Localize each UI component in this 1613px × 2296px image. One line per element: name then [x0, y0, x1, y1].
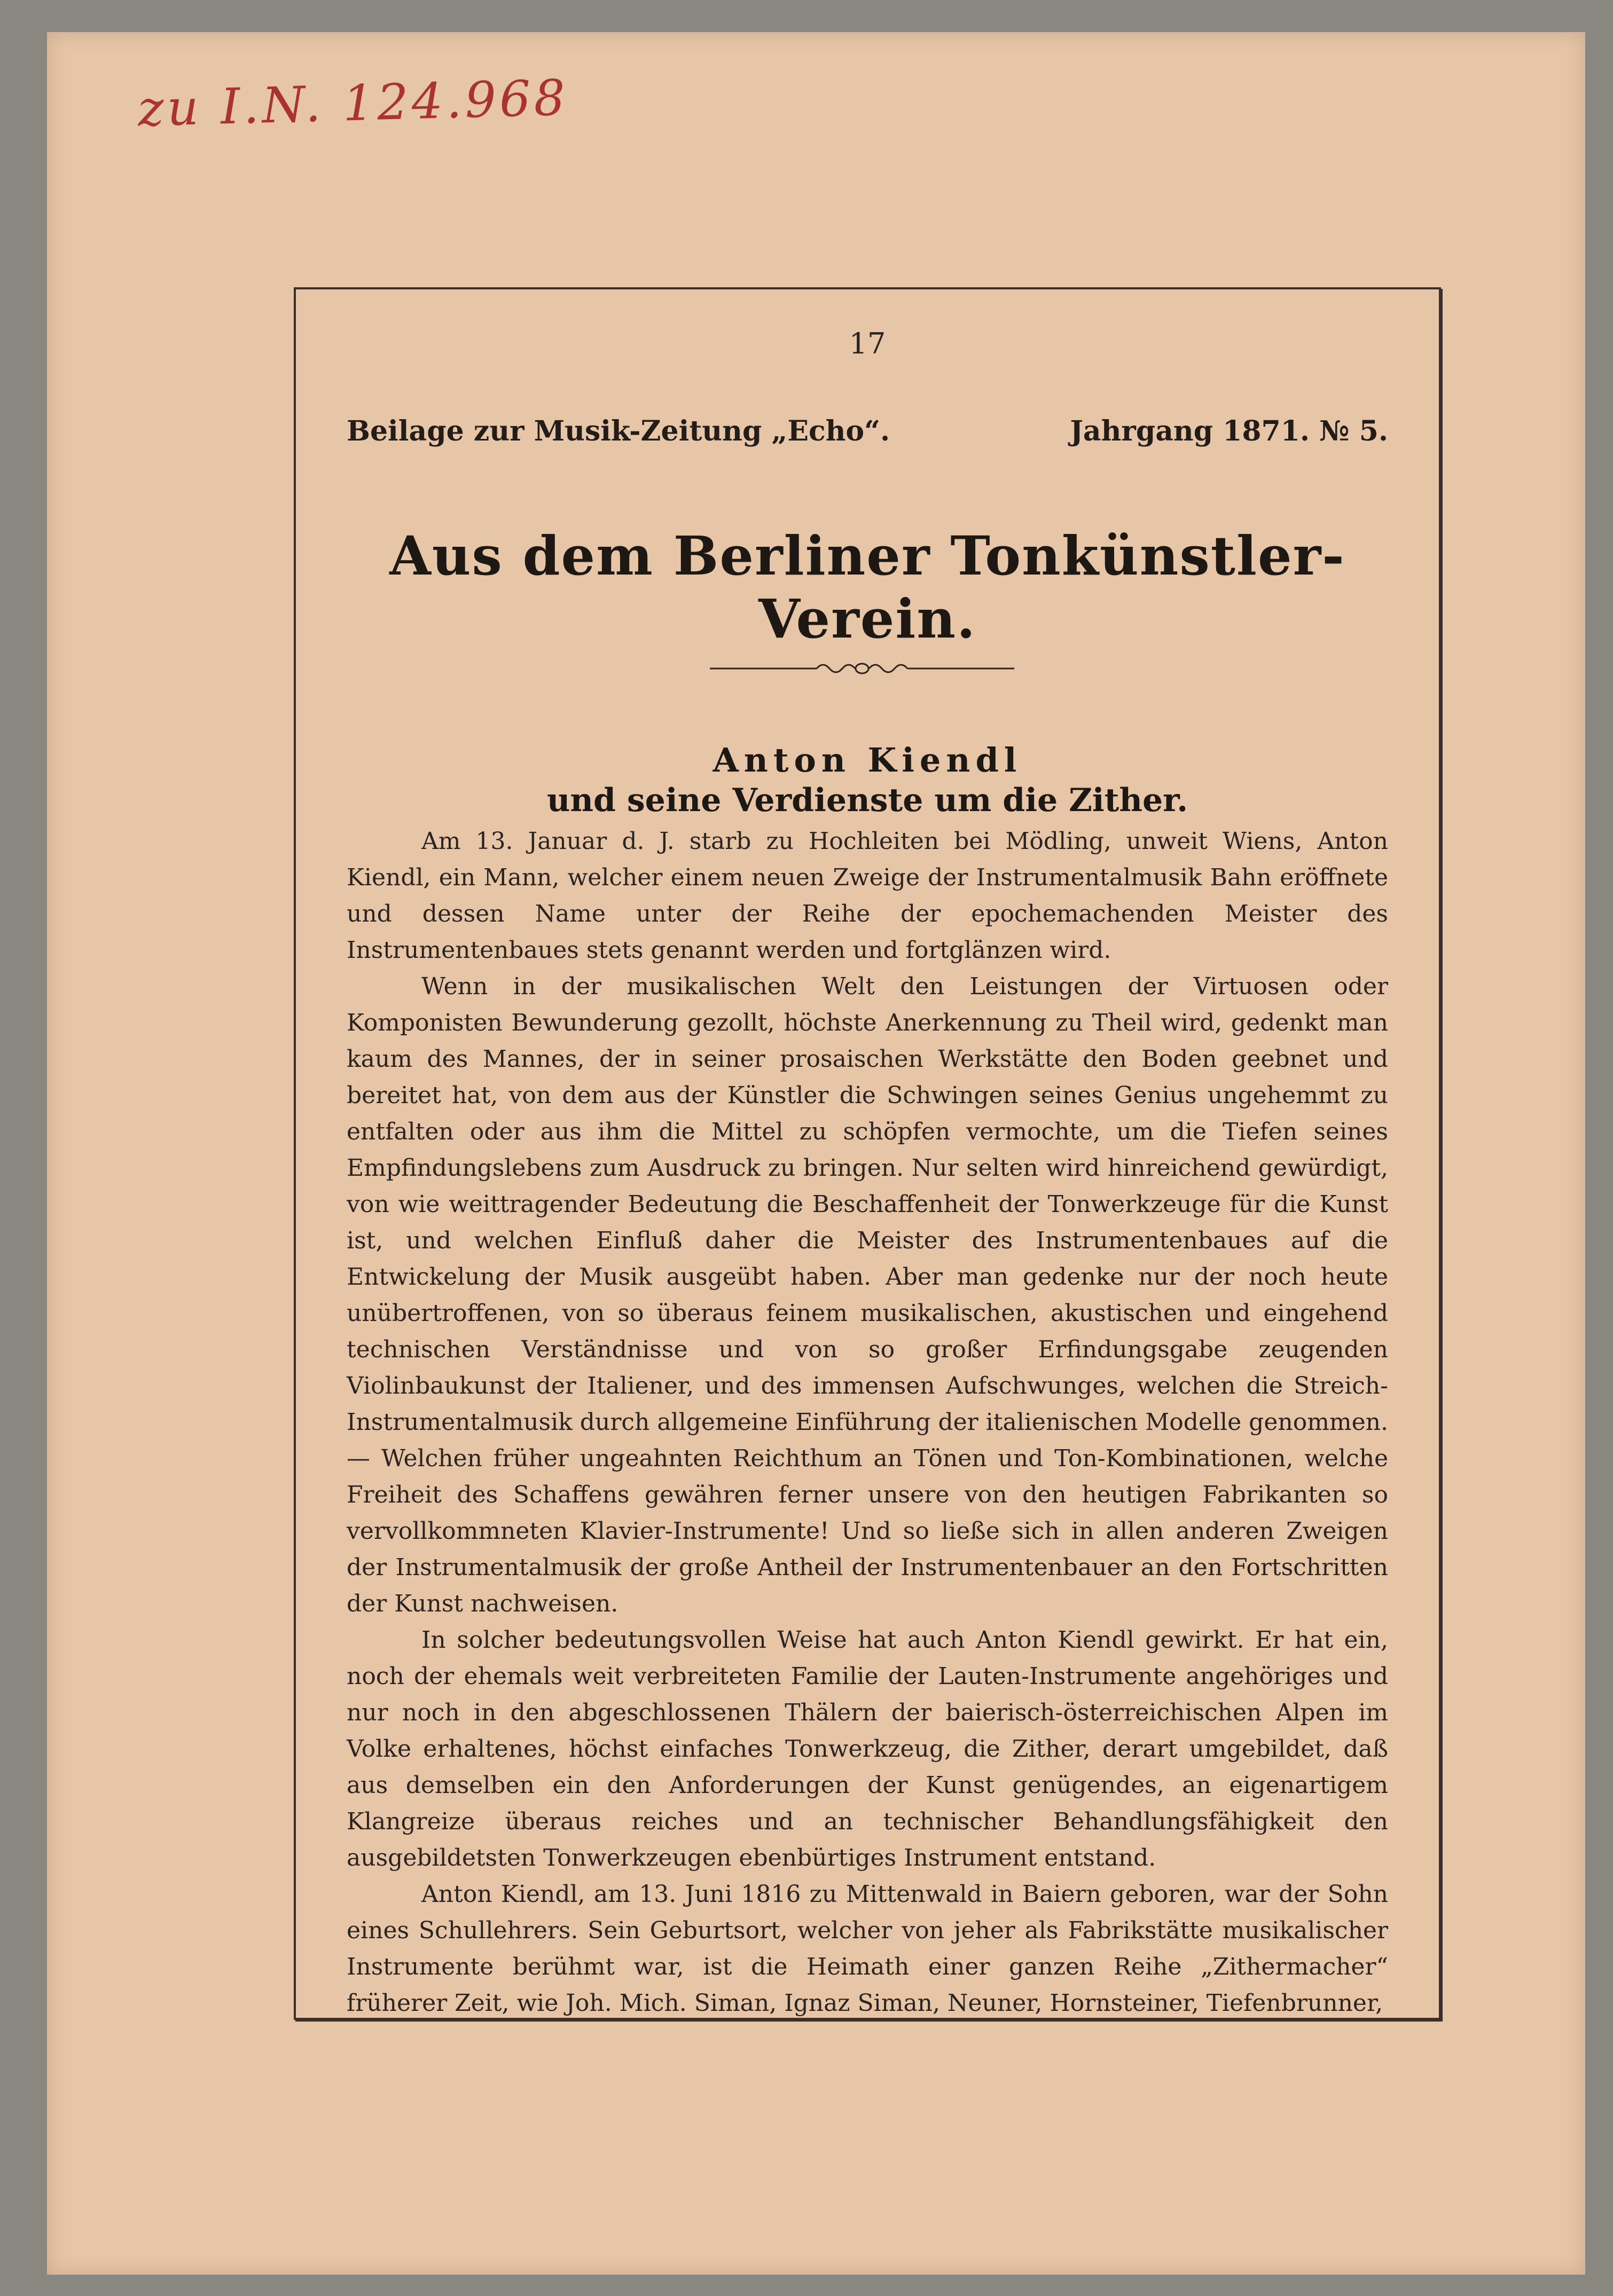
- handwritten-annotation: zu I.N. 124.968: [137, 69, 569, 138]
- ornament-divider: [710, 658, 1014, 679]
- page-title: Aus dem Berliner Tonkünstler-Verein.: [389, 524, 1345, 650]
- paragraph: Am 13. Januar d. J. starb zu Hochleiten bei Mödling, unweit Wiens, Anton Kiendl, ein Mann, welcher einem neuen Zweige der Instrumentalmusik Bahn eröffnete und dessen Name unter der Reihe der epochemachenden Meister des Instrumentenbaues stets genannt werden und fortglänzen wird.: [347, 828, 1388, 964]
- newspaper-page: [47, 32, 1585, 2275]
- header-right: Jahrgang 1871. № 5.: [1070, 415, 1388, 447]
- article-subheading: und seine Verdienste um die Zither.: [546, 782, 1188, 819]
- article-heading: Anton Kiendl: [712, 741, 1022, 780]
- article-body: [347, 823, 1388, 2022]
- paragraph: Wenn in der musikalischen Welt den Leistungen der Virtuosen oder Komponisten Bewunderung gezollt, höchste Anerkennung zu Theil wird, gedenkt man kaum des Mannes, der in seiner prosaischen Werkstätte den Boden geebnet und bereitet hat, von dem aus der Künstler die Schwingen seines Genius ungehemmt zu entfalten oder aus ihm die Mittel zu schöpfen vermochte, um die Tiefen seines Empfindungslebens zum Ausdruck zu bringen. Nur selten wird hinreichend gewürdigt, von wie weittragender Bedeutung die Beschaffenheit der Tonwerkzeuge für die Kunst ist, und welchen Einfluß daher die Meister des Instrumentenbaues auf die Entwickelung der Musik ausgeübt haben. Aber man gedenke nur der noch heute unübertroffenen, von so überaus feinem musikalischen, akustischen und eingehend technischen Verständnisse und von so großer Erfindungsgabe zeugenden Violinbaukunst der Italiener, und des immensen Aufschwunges, welchen die Streich-Instrumentalmusik durch allgemeine Einführung der italienischen Modelle genommen. — Welchen früher ungeahnten Reichthum an Tönen und Ton-Kombinationen, welche Freiheit des Schaffens gewähren ferner unsere von den heutigen Fabrikanten so vervollkommneten Klavier-Instrumente! Und so ließe sich in allen anderen Zweigen der Instrumentalmusik der große Antheil der Instrumentenbauer an den Fortschritten der Kunst nachweisen.: [347, 973, 1388, 1617]
- running-header: [347, 415, 1388, 447]
- page-number: 17: [849, 327, 886, 360]
- text-frame: [294, 287, 1441, 2020]
- paragraph: In solcher bedeutungsvollen Weise hat auch Anton Kiendl gewirkt. Er hat ein, noch der ehemals weit verbreiteten Familie der Lauten-Instrumente angehöriges und nur noch in den abgeschlossenen Thälern der baierisch-österreichischen Alpen im Volke erhaltenes, höchst einfaches Tonwerkzeug, die Zither, derart umgebildet, daß aus demselben ein den Anforderungen der Kunst genügendes, an eigenartigem Klangreize überaus reiches und an technischer Behandlungsfähigkeit den ausgebildetsten Tonwerkzeugen ebenbürtiges Instrument entstand.: [347, 1626, 1388, 1872]
- paragraph: Anton Kiendl, am 13. Juni 1816 zu Mittenwald in Baiern geboren, war der Sohn eines Schullehrers. Sein Geburtsort, welcher von jeher als Fabrikstätte musikalischer Instrumente berühmt war, ist die Heimath einer ganzen Reihe „Zithermacher“ früherer Zeit, wie Joh. Mich. Siman, Ignaz Siman, Neuner, Hornsteiner, Tiefenbrunner,: [347, 1881, 1388, 2017]
- header-left: Beilage zur Musik-Zeitung „Echo“.: [347, 415, 890, 447]
